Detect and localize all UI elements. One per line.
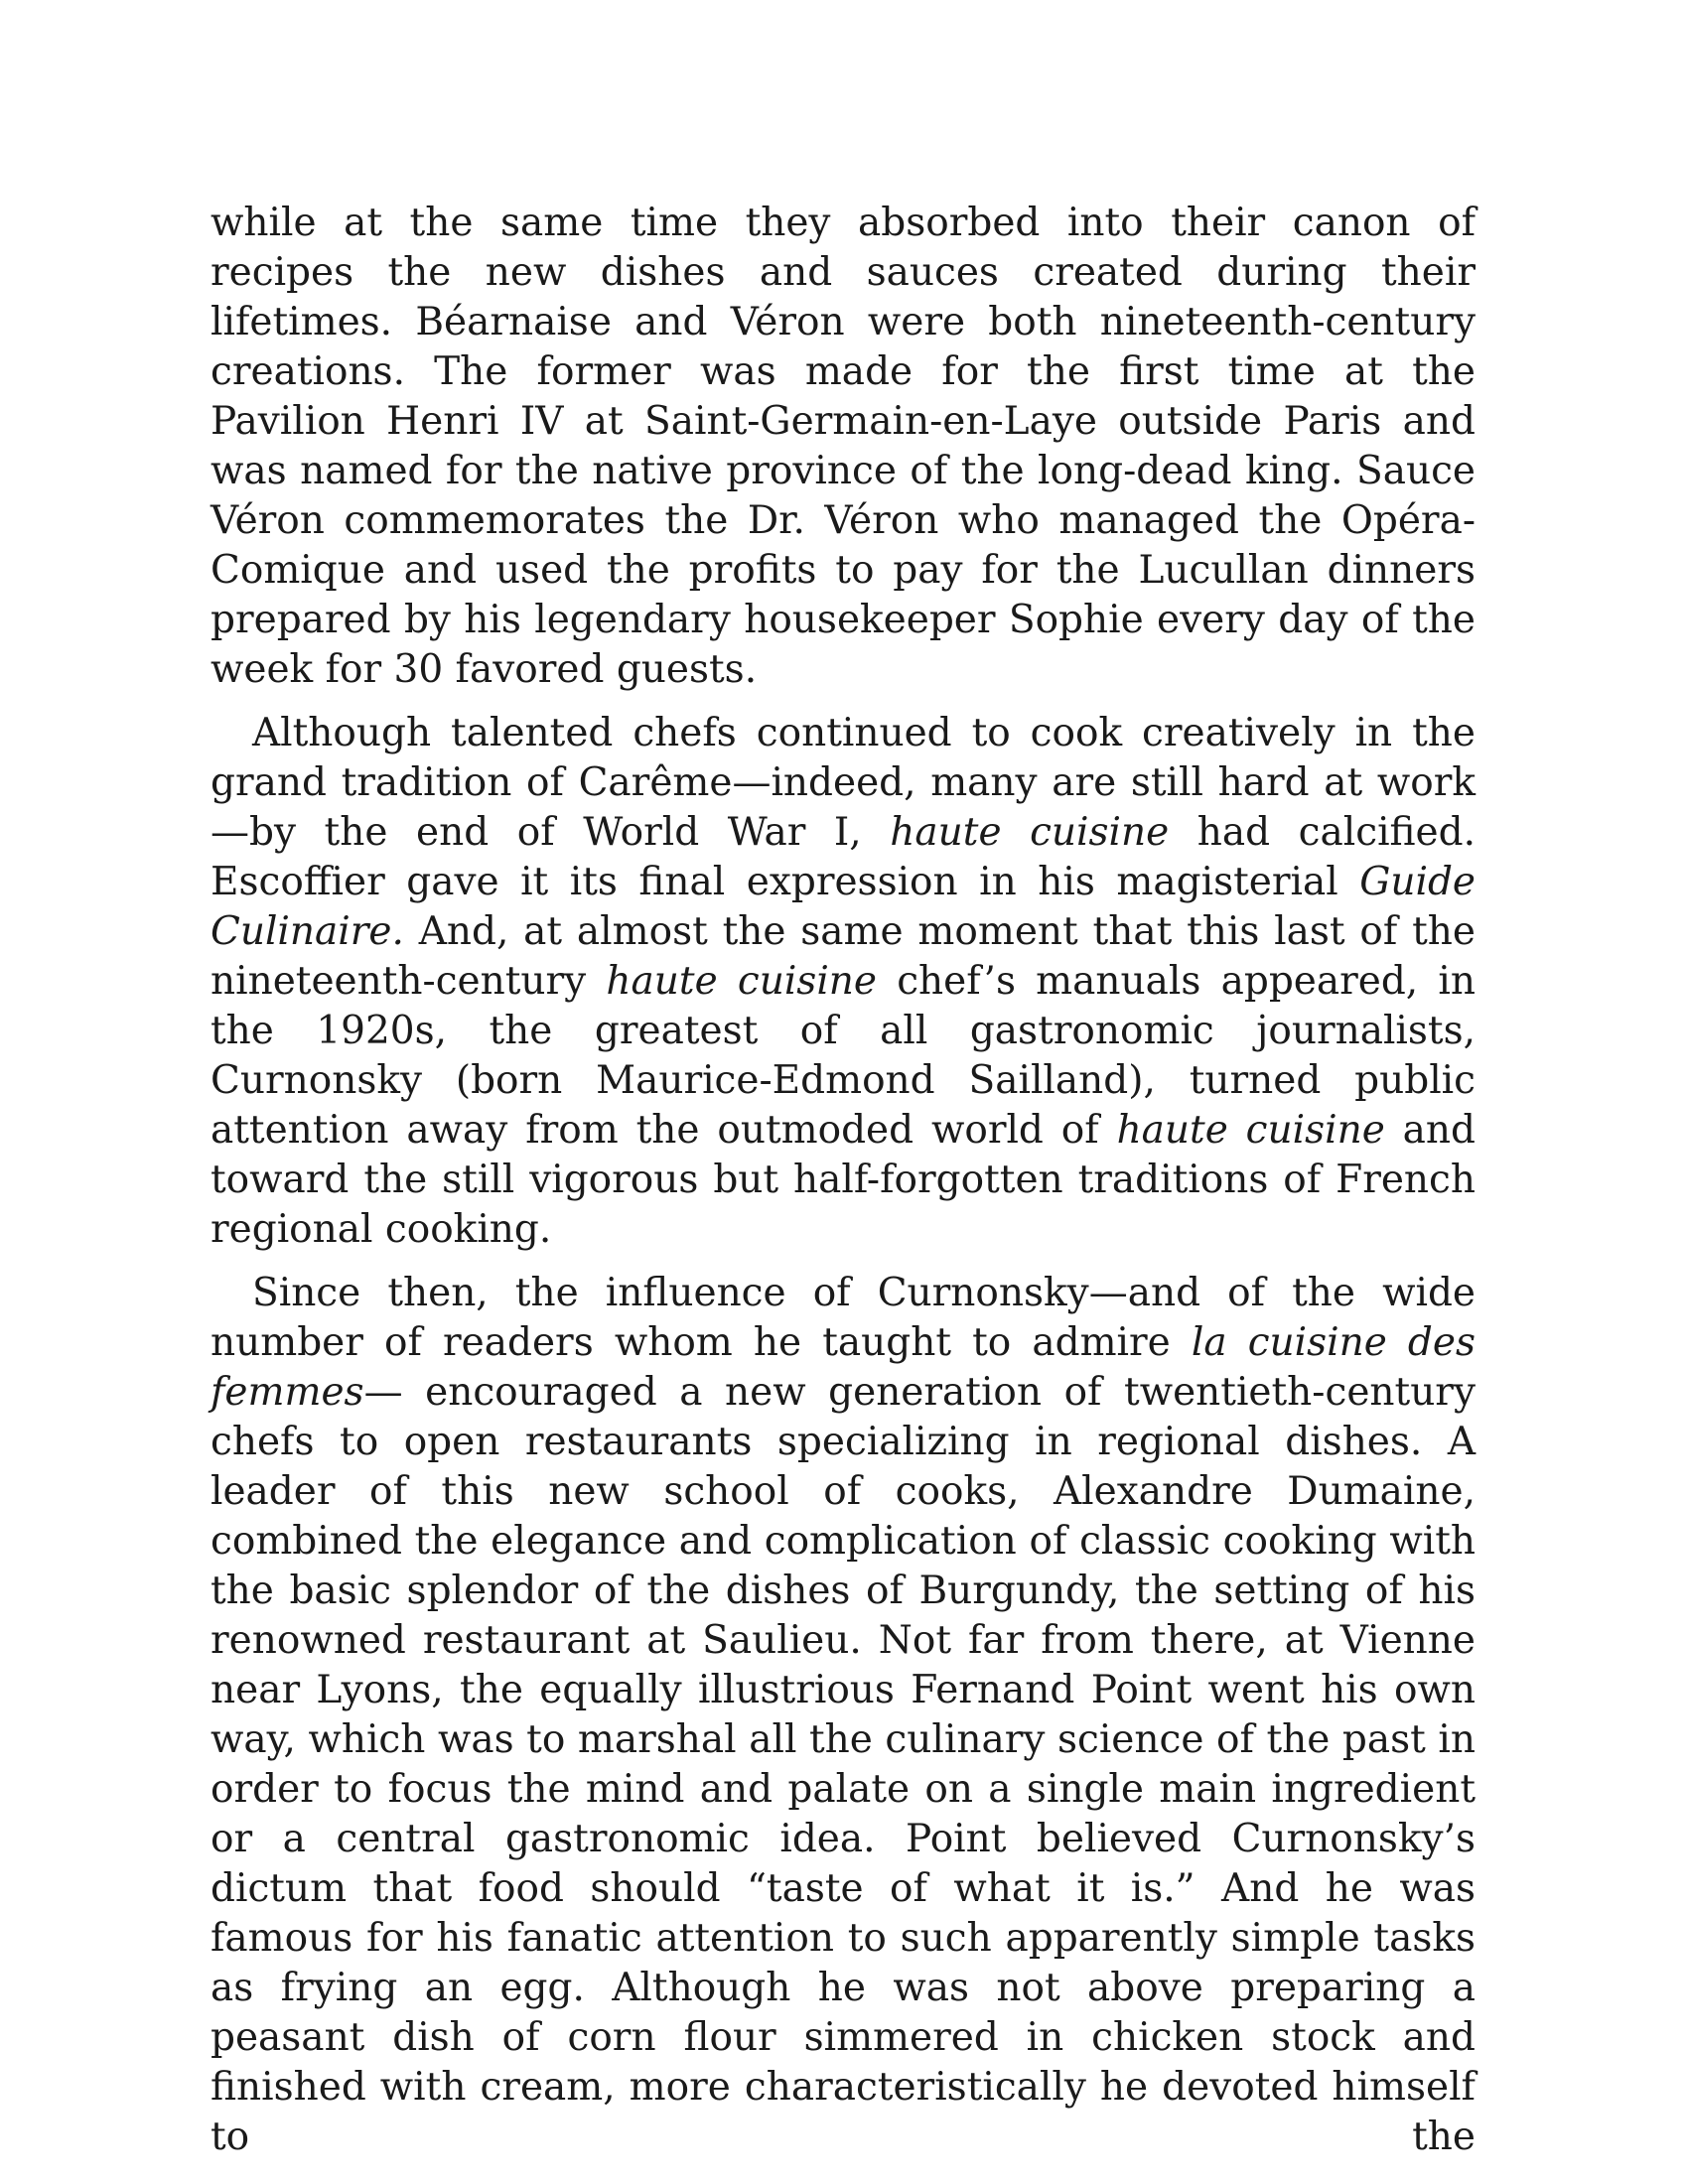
paragraph-2-italic-guide-culinaire: Guide Culinaire. <box>211 860 1476 954</box>
paragraph-2-text-5: and toward the still vigorous but half-forgotten traditions of French regional cooking. <box>211 1108 1477 1252</box>
document-page <box>211 199 1476 2176</box>
paragraph-2-text-1: Although talented chefs continued to cook creatively in the grand tradition of Carême—indeed, many are still hard at work—by the end of World War I, <box>211 711 1476 855</box>
paragraph-3-text-2: — encouraged a new generation of twentieth-century chefs to open restaurants specializing in regional dishes. A leader of this new school of cooks, Alexandre Dumaine, combined the elegance and complication of classic cooking with the basic splendor of the dishes of Burgundy, the setting of his renowned restaurant at Saulieu. Not far from there, at Vienne near Lyons, the equally illustrious Fernand Point went his own way, which was to marshal all the culinary science of the past in order to focus the mind and palate on a single main ingredient or a central gastronomic idea. Point believed Curnonsky’s dictum that food should “taste of what it is.” And he was famous for his fanatic attention to such apparently simple tasks as frying an egg. Although he was not above preparing a peasant dish of corn flour simmered in chicken stock and finished with cream, more characteristically he devoted himself to the <box>211 1370 1476 2159</box>
paragraph-2-italic-haute-cuisine-1: haute cuisine <box>890 810 1170 855</box>
paragraph-3-italic-la-cuisine-des-femmes: la cuisine des femmes <box>211 1320 1476 1415</box>
paragraph-2-italic-haute-cuisine-3: haute cuisine <box>1116 1108 1385 1153</box>
paragraph-2-text-4: chef’s manuals appeared, in the 1920s, the greatest of all gastronomic journalists, Curnonsky (born Maurice-Edmond Sailland), turned public attention away from the outmoded world of <box>211 959 1476 1153</box>
paragraph-3 <box>211 1269 1476 2162</box>
paragraph-2-text-2: had calcified. Escoffier gave it its final expression in his magisterial <box>211 810 1476 904</box>
paragraph-3-text-1: Since then, the influence of Curnonsky—and of the wide number of readers whom he taught to admire <box>211 1271 1476 1365</box>
paragraph-2 <box>211 709 1476 1255</box>
paragraph-2-italic-haute-cuisine-2: haute cuisine <box>606 959 877 1004</box>
paragraph-2-text-3: And, at almost the same moment that this last of the nineteenth-century <box>211 909 1476 1004</box>
paragraph-1-text: while at the same time they absorbed into their canon of recipes the new dishes and sauces created during their lifetimes. Béarnaise and Véron were both nineteenth-century creations. The former was made for the first time at the Pavilion Henri IV at Saint-Germain-en-Laye outside Paris and was named for the native province of the long-dead king. Sauce Véron commemorates the Dr. Véron who managed the Opéra-Comique and used the profits to pay for the Lucullan dinners prepared by his legendary housekeeper Sophie every day of the week for 30 favored guests. <box>211 201 1476 692</box>
paragraph-1 <box>211 199 1476 695</box>
